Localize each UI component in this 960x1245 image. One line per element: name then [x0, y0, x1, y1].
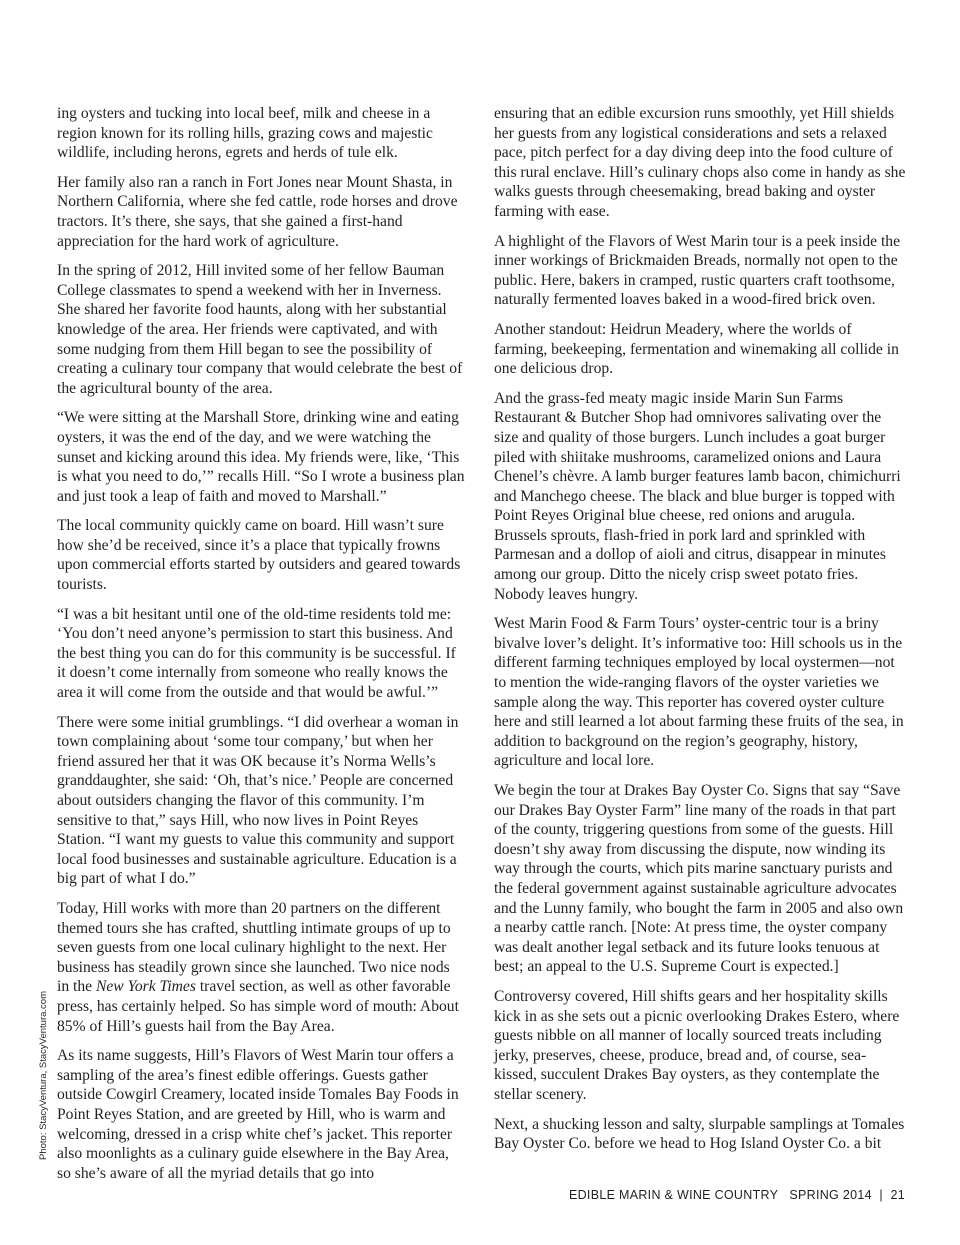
- photo-credit: Photo: StacyVentura, StacyVentura.com: [38, 991, 49, 1160]
- article-right-column: [494, 104, 906, 1164]
- publication-title: New York Times: [95, 978, 196, 996]
- paragraph: Controversy covered, Hill shifts gears and her hospitality skills kick in as she sets out a picnic overlooking Drakes Estero, where guests nibble on all manner of locally sourced treats including jerky, preserves, cheese, produce, bread and, of course, sea-kissed, succulent Drakes Bay oysters, as they contemplate the stellar scenery.: [494, 987, 900, 1103]
- paragraph: ing oysters and tucking into local beef, milk and cheese in a region known for its rolling hills, grazing cows and majestic wildlife, including herons, egrets and herds of tule elk.: [57, 105, 433, 162]
- paragraph: ensuring that an edible excursion runs smoothly, yet Hill shields her guests from any logistical considerations and sets a relaxed pace, pitch perfect for a day diving deep into the food culture of this rural enclave. Hill’s culinary chops also come in handy as she walks guests through cheesemaking, bread baking and oyster farming with ease.: [494, 105, 906, 220]
- paragraph-text: Today, Hill works with more than 20 partners on the different themed tours she has crafted, shuttling intimate groups of up to seven guests from one local culinary highlight to the next. Her business has steadily grown since she launched. Two nice nods in the: [57, 899, 451, 996]
- paragraph: And the grass-fed meaty magic inside Marin Sun Farms Restaurant & Butcher Shop had omnivores salivating over the size and quality of those burgers. Lunch includes a goat burger piled with shiitake mushrooms, caramelized onions and Laura Chenel’s chèvre. A lamb burger features lamb bacon, chimichurri and Manchego cheese. The black and blue burger is topped with Point Reyes Original blue cheese, red onions and arugula. Brussels sprouts, flash-fried in pork lard and sprinkled with Parmesan and a dollop of aioli and citrus, disappear in minutes among our group. Ditto the nicely crisp sweet potato fries. Nobody leaves hungry.: [494, 389, 901, 603]
- paragraph: West Marin Food & Farm Tours’ oyster-centric tour is a briny bivalve lover’s delight. It’s informative too: Hill schools us in the different farming techniques employed by local oystermen—not to mention the wide-ranging flavors of the oyster varieties we sample along the way. This reporter has covered oyster culture here and still learned a lot about farming these fruits of the sea, in addition to background on the region’s geography, history, agriculture and local lore.: [494, 615, 904, 770]
- paragraph: Her family also ran a ranch in Fort Jones near Mount Shasta, in Northern California, where she fed cattle, rode horses and drove tractors. It’s there, she says, that she gained a first-hand appreciation for the hard work of agriculture.: [57, 173, 458, 250]
- paragraph: As its name suggests, Hill’s Flavors of West Marin tour offers a sampling of the area’s finest edible offerings. Guests gather outside Cowgirl Creamery, located inside Tomales Bay Foods in Point Reyes Station, and are greeted by Hill, who is warm and welcoming, dressed in a crisp white chef’s jacket. This reporter also moonlights as a culinary guide elsewhere in the Bay Area, so she’s aware of all the myriad details that go into: [57, 1047, 459, 1182]
- page-footer: EDIBLE MARIN & WINE COUNTRY SPRING 2014 | 21: [568, 1188, 905, 1202]
- paragraph: We begin the tour at Drakes Bay Oyster Co. Signs that say “Save our Drakes Bay Oyster Farm” line many of the roads in that part of the county, triggering questions from some of the guests. Hill doesn’t shy away from discussing the dispute, now winding its way through the courts, which pits marine sanctuary purists and the federal government against sustainable agriculture advocates and the Lunny family, who bought the farm in 2005 and also own a nearby cattle ranch. [Note: At press time, the oyster company was dealt another legal setback and its future looks tenuous at best; an appeal to the U.S. Supreme Court is expected.]: [494, 782, 904, 976]
- article-left-column: [57, 104, 465, 1193]
- paragraph: Another standout: Heidrun Meadery, where the worlds of farming, beekeeping, fermentation and winemaking all collide in one delicious drop.: [494, 320, 899, 378]
- paragraph-text: travel section, as well as other favorable press, has certainly helped. So has simple word of mouth: About 85% of Hill’s guests hail from the Bay Area.: [57, 978, 459, 1035]
- paragraph-nyt: [57, 899, 465, 1036]
- paragraph: There were some initial grumblings. “I did overhear a woman in town complaining about ‘some tour company,’ but when her friend assured her that it was OK because it’s Norma Wells’s granddaughter, she said: ‘Oh, that’s nice.’ People are concerned about outsiders changing the flavor of this community. I’m sensitive to that,” says Hill, who now lives in Point Reyes Station. “I want my guests to value this community and support local food businesses and sustainable agriculture. Education is a big part of what I do.”: [57, 713, 459, 888]
- paragraph: Next, a shucking lesson and salty, slurpable samplings at Tomales Bay Oyster Co. before we head to Hog Island Oyster Co. a bit: [494, 1115, 905, 1153]
- paragraph: In the spring of 2012, Hill invited some of her fellow Bauman College classmates to spend a weekend with her in Inverness. She shared her favorite food haunts, along with her substantial knowledge of the area. Her friends were captivated, and with some nudging from them Hill began to see the possibility of creating a culinary tour company that would celebrate the best of the agricultural bounty of the area.: [57, 262, 463, 397]
- paragraph: The local community quickly came on board. Hill wasn’t sure how she’d be received, since it’s a place that typically frowns upon commercial efforts started by outsiders and geared towards tourists.: [57, 517, 461, 594]
- paragraph: “I was a bit hesitant until one of the old-time residents told me: ‘You don’t need anyone’s permission to start this business. And the best thing you can do for this community is be successful. If it doesn’t come internally from someone who really knows the area it will come from the outside and that would be awful.’”: [57, 605, 456, 702]
- paragraph: A highlight of the Flavors of West Marin tour is a peek inside the inner workings of Brickmaiden Breads, normally not open to the public. Here, bakers in cramped, rustic quarters craft toothsome, naturally fermented loaves baked in a wood-fired brick oven.: [494, 232, 900, 309]
- paragraph: “We were sitting at the Marshall Store, drinking wine and eating oysters, it was the end of the day, and we were watching the sunset and kicking around this idea. My friends were, like, ‘This is what you need to do,’” recalls Hill. “So I wrote a business plan and just took a leap of faith and moved to Marshall.”: [57, 409, 465, 505]
